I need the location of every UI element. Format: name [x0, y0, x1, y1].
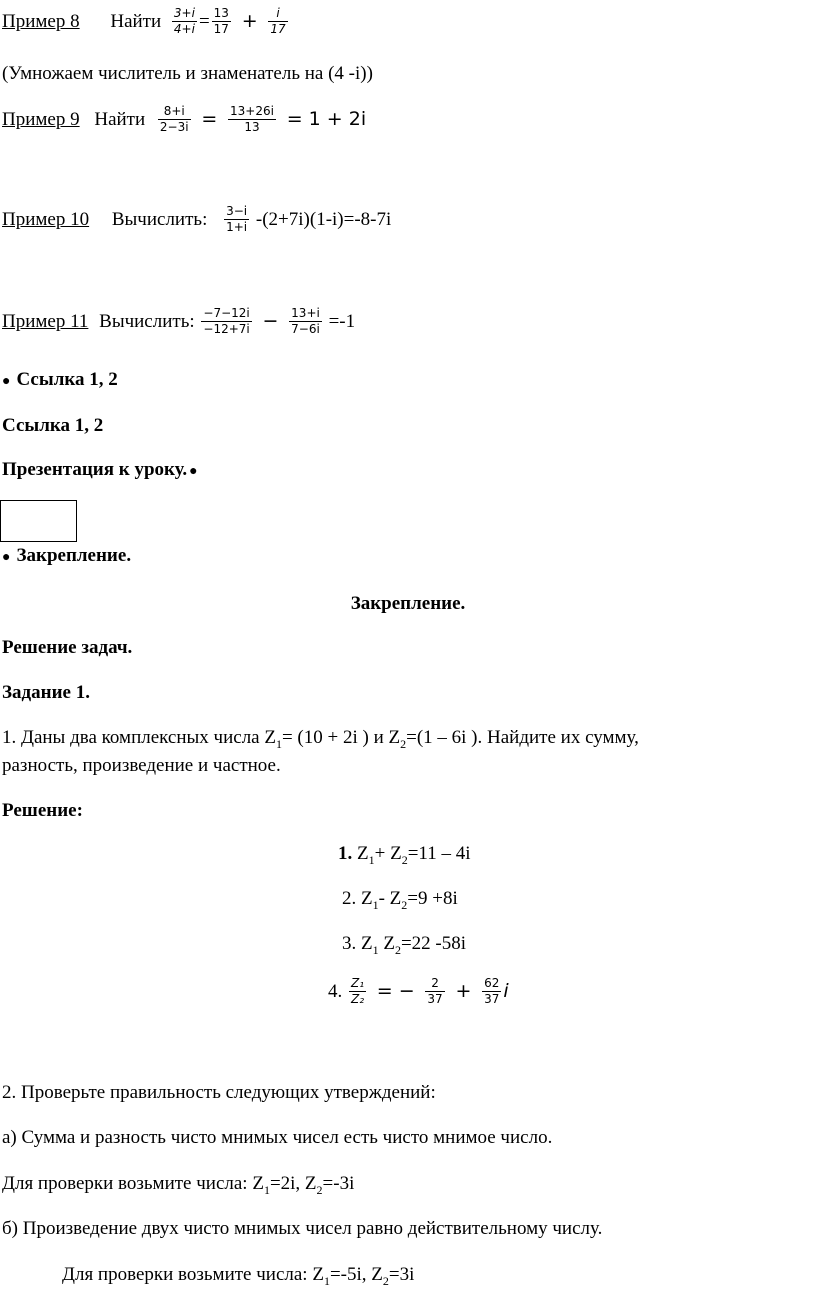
reinforce-center-heading: Закрепление.: [350, 593, 466, 614]
fraction: $\frac{13+i}{7-6i}$: [291, 306, 320, 336]
fraction: $\frac{-7-12i}{-12+7i}$: [203, 306, 250, 336]
equals: =: [201, 108, 218, 130]
solution-step-1: 1. $Z_1+ Z_2=11 - 4i$: [338, 843, 471, 867]
task-1-heading: Задание 1.: [2, 682, 90, 703]
fraction: $\frac{13}{17}$: [213, 6, 229, 36]
example-8-label: Пример 8: [2, 11, 80, 32]
statement-b-check: Для проверки возьмите числа: $Z_1=-5i$, $Z_2=3i$: [62, 1264, 415, 1288]
example-10-label: Пример 10: [2, 209, 90, 230]
result: = 1 + 2i: [286, 108, 367, 130]
task-1-text-line-2: разность, произведение и частное.: [2, 755, 281, 776]
fraction: $\frac{62}{37}$: [484, 976, 500, 1006]
link-1-2-plain[interactable]: Ссылка 1, 2: [2, 415, 104, 436]
fraction: $\frac{13+26i}{13}$: [230, 104, 274, 134]
link-bullet-line: [2, 370, 118, 389]
example-9: [2, 104, 370, 135]
link-1-2[interactable]: Ссылка 1, 2: [16, 369, 118, 390]
statement-b: б) Произведение двух чисто мнимых чисел равно действительному числу.: [2, 1218, 603, 1239]
example-10-verb: Вычислить:: [111, 209, 208, 230]
solution-step-2: 2. $Z_1-$ $Z_2=9 +8i$: [342, 888, 458, 912]
example-9-find: Найти: [94, 109, 146, 130]
fraction: $\frac{3+i}{4+i}$: [173, 6, 195, 36]
minus: −: [262, 310, 279, 332]
bullet-icon: ●: [2, 550, 11, 565]
example-11-tail: =-1: [328, 311, 356, 332]
example-11: [2, 306, 355, 337]
presentation-link[interactable]: Презентация к уроку.: [2, 459, 188, 480]
solving-heading: Решение задач.: [2, 637, 133, 658]
task-1-text: 1. Даны два комплексных числа $Z_1= (10 + 2i$ ) и $Z_2=(1 - 6i$ ). Найдите их сумму,: [2, 727, 639, 751]
presentation-line: [2, 460, 204, 479]
solution-step-4: 4. $\frac{\text{Z₁}}{\text{Z₂}}$ = − $\frac{2}{37}$ + $\frac{62}{37}$ i: [328, 976, 509, 1006]
example-8-find: Найти: [110, 11, 162, 32]
plus: +: [241, 10, 258, 32]
task-2-heading: 2. Проверьте правильность следующих утверждений:: [2, 1082, 436, 1103]
statement-a: а) Сумма и разность чисто мнимых чисел есть чисто мнимое число.: [2, 1127, 553, 1148]
example-8: [2, 6, 290, 37]
equals: =: [198, 11, 210, 32]
example-9-label: Пример 9: [2, 109, 80, 130]
statement-a-check: Для проверки возьмите числа: $Z_1=2i$, $Z_2=-3i$: [2, 1173, 355, 1197]
fraction: $\frac{2}{37}$: [427, 976, 443, 1006]
fraction: $\frac{i}{17}$: [270, 6, 286, 36]
equals-minus: = −: [376, 980, 415, 1002]
fraction: $\frac{8+i}{2-3i}$: [159, 104, 189, 134]
example-8-note: (Умножаем числитель и знаменатель на (4 -i)): [2, 63, 373, 84]
example-11-label: Пример 11: [2, 311, 89, 332]
reinforce-heading: Закрепление.: [16, 545, 132, 566]
embedded-object-box[interactable]: [0, 500, 77, 542]
reinforce-bullet-line: [2, 546, 131, 565]
plus: +: [455, 980, 472, 1002]
fraction: $\frac{3-i}{1+i}$: [226, 204, 248, 234]
example-10: [2, 204, 391, 235]
example-10-tail: -(2+7i)(1-i)=-8-7i: [255, 209, 392, 230]
bullet-icon: ●: [189, 464, 198, 479]
example-11-verb: Вычислить:: [99, 311, 195, 332]
solution-heading: Решение:: [2, 800, 83, 821]
fraction: $\frac{\text{Z₁}}{\text{Z₂}}$: [351, 976, 365, 1006]
solution-step-3: 3. $Z_1$ $Z_2=22$ -58i: [342, 933, 467, 957]
bullet-icon: ●: [2, 374, 11, 389]
